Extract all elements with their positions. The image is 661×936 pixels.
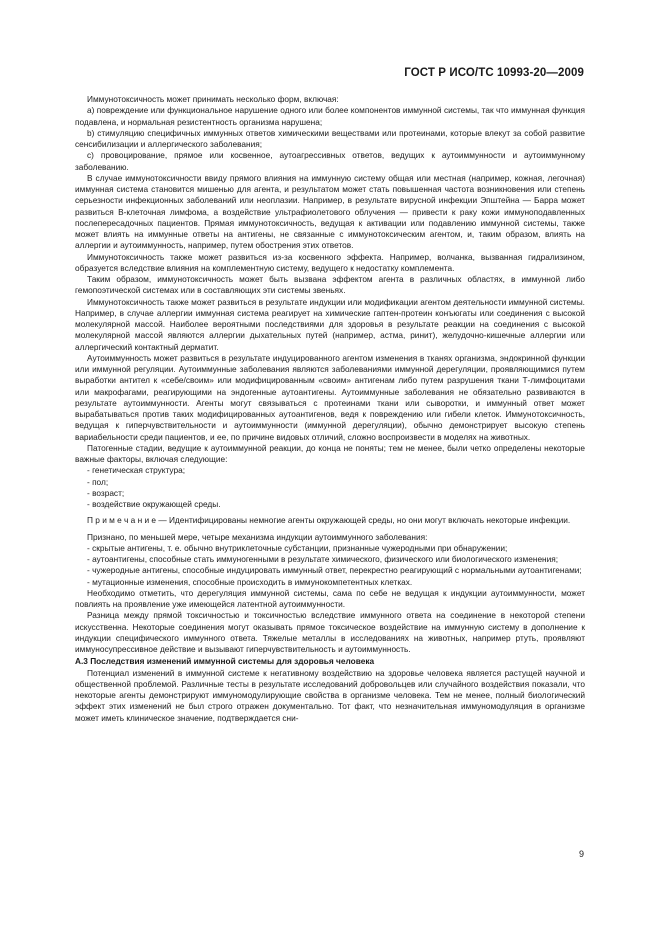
page-number: 9 bbox=[578, 849, 584, 859]
document-body bbox=[75, 94, 585, 724]
paragraph: Иммунотоксичность может принимать несколько форм, включая: bbox=[87, 94, 339, 104]
list-item: c) провоцирование, прямое или косвенное, аутоагрессивных ответов, ведущих к аутоиммунности и аутоиммунному заболеванию. bbox=[75, 150, 585, 172]
list-item: - аутоантигены, способные стать иммуногенными в результате химического, физического или биологического изменения; bbox=[87, 554, 559, 564]
list-item: - чужеродные антигены, способные индуцировать иммунный ответ, перекрестно реагирующий с нормальными аутоантигенами; bbox=[87, 565, 582, 576]
paragraph: Необходимо отметить, что дерегуляция иммунной системы, сама по себе не ведущая к индукции аутоиммунности, может повлиять на проявление уже имеющейся латентной аутоиммунности. bbox=[75, 587, 585, 609]
paragraph: Разница между прямой токсичностью и токсичностью вследствие иммунного ответа на соединение в некоторой степени искусственна. Некоторые соединения могут оказывать прямое токсическое воздействие на иммунную систему в дополнение к индукции специфического иммунного ответа. Тяжелые металлы в исследованиях на животных, например ртуть, проявляют иммуносупрессивное действие и вызывают гиперчувствительность и аутоиммунность. bbox=[75, 610, 585, 654]
paragraph: Иммунотоксичность также может развиться в результате индукции или модификации агентом деятельности иммунной системы. Например, в случае аллергии иммунная система реагирует на химические гаптен-протеин конъюгаты или соединения с высокой молекулярной массой. Наиболее вероятными последствиями для здоровья в результате реакции на соединения с высокой молекулярной массой являются аллергии дыхательных путей (например, астма, ринит), желудочно-кишечные аллергии или аллергический контактный дерматит. bbox=[75, 296, 585, 352]
paragraph: Признано, по меньшей мере, четыре механизма индукции аутоиммунного заболевания: bbox=[87, 531, 428, 542]
paragraph: В случае иммунотоксичности ввиду прямого влияния на иммунную систему общая или местная (например, кожная, легочная) иммунная система становится мишенью для агента, и результатом может стать повышенная частота возникновения или степень серьезности инфекционных заболеваний или неоплазии. Например, в результате вирусной инфекции Эпштейна — Барра может развиться В-клеточная лимфома, а воздействие ультрафиолетового облучения — привести к раку кожи иммуноподавленных послепересадочных пациентов. Прямая иммунотоксичность, ведущая к активации или подавлению иммунной системы, также может влиять на иммунные ответы на антигены, не связанные с иммунотоксическим агентом, и, таким образом, влиять на аллергии и аутоиммунность, например, путем обострения этих ответов. bbox=[75, 172, 585, 251]
paragraph: Иммунотоксичность также может развиться из-за косвенного эффекта. Например, волчанка, вызванная гидрализином, образуется вследствие влияния на комплементную систему, ведущего к недостатку комплемента. bbox=[75, 251, 585, 273]
paragraph: Потенциал изменений в иммунной системе к негативному воздействию на здоровье человека является растущей научной и общественной проблемой. Различные тесты в результате исследований добровольцев или случайного воздействия показали, что некоторые агенты демонстрируют иммуномодулирующие свойства в организме человека. Тем не менее, полный биологический эффект этих изменений не был строго отражен документально. Тот факт, что незначительная иммуномодуляция в организме может иметь клиническое значение, подтверждается сни- bbox=[75, 667, 585, 723]
list-item: - воздействие окружающей среды. bbox=[87, 499, 221, 509]
list-item: - генетическая структура; bbox=[87, 465, 186, 476]
paragraph: Таким образом, иммунотоксичность может быть вызвана эффектом агента в различных областях, в иммунной либо гемопоэтической системах или в составляющих эти системы звеньях. bbox=[75, 274, 585, 296]
list-item: b) стимуляцию специфичных иммунных ответов химическими веществами или протеинами, которые влекут за собой развитие сенсибилизации и аллергического заболевания; bbox=[75, 127, 585, 149]
paragraph: Патогенные стадии, ведущие к аутоиммунной реакции, до конца не поняты; тем не менее, были четко определены некоторые важные факторы, включая следующие: bbox=[75, 442, 585, 464]
note-text: — Идентифицированы немногие агенты окружающей среды, но они могут включать некоторые инфекции. bbox=[156, 515, 571, 526]
document-header: ГОСТ Р ИСО/ТС 10993-20—2009 bbox=[404, 67, 584, 79]
list-item: - мутационные изменения, способные происходить в иммунокомпетентных клетках. bbox=[87, 576, 413, 587]
paragraph: Аутоиммунность может развиться в результате индуцированного агентом изменения в тканях организма, эндокринной функции или иммунной регуляции. Аутоиммунные заболевания являются заболеваниями иммунной дерегуляции, проявляющимися путем выработки антител к «себе/своим» или модифицированным «своим» антигенам либо путем разрушения ткани Т-лимфоцитами или макрофагами, реагирующими на эндогенные аутоантигены. Аутоиммунные заболевания не обязательно развиваются в результате аутоиммунности. Агенты могут связываться с протеинами ткани или сыворотки, и иммунный ответ может вырабатываться против таких модифицированных аутоантигенов, ведя к повреждению или гибели клеток. Иммунотоксичность, ведущая к гиперчувствительности и аутоиммунности (иммунной дерегуляции), обычно демонстрирует высокую степень вариабельности среди пациентов, и ее, по причине видовых отличий, сложно воспроизвести в моделях на животных. bbox=[75, 352, 585, 442]
list-item: - пол; bbox=[87, 476, 109, 487]
note-label: П р и м е ч а н и е bbox=[87, 515, 157, 526]
section-heading: А.3 Последствия изменений иммунной системы для здоровья человека bbox=[75, 656, 375, 667]
note bbox=[75, 515, 585, 526]
list-item: - скрытые антигены, т. е. обычно внутриклеточные субстанции, признанные чужеродными при обнаружении; bbox=[87, 542, 508, 553]
list-item: a) повреждение или функциональное нарушение одного или более компонентов иммунной системы, так что иммунная функция подавлена, и нормальная резистентность организма нарушена; bbox=[75, 105, 585, 127]
list-item: - возраст; bbox=[87, 487, 125, 498]
